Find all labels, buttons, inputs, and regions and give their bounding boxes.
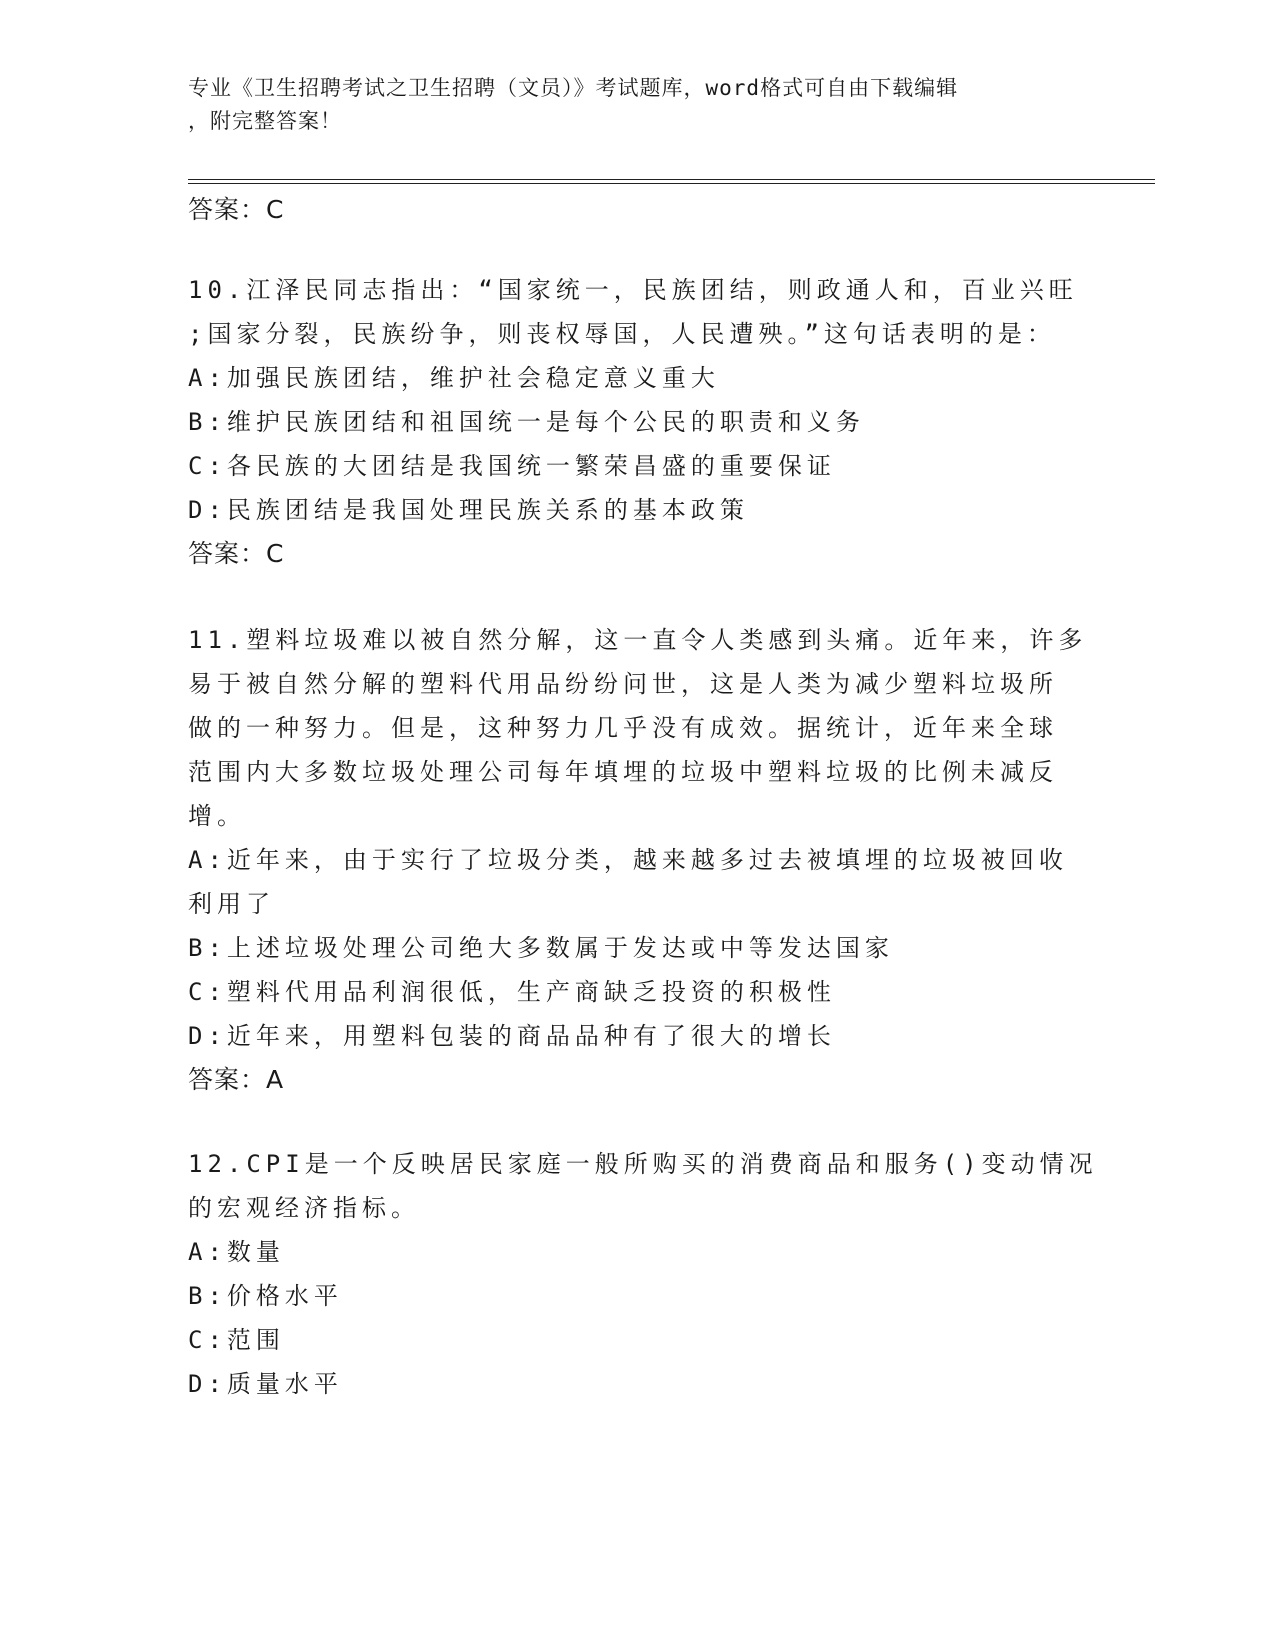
question-11-option-a-line-2: 利用了 <box>188 890 275 918</box>
question-11-option-a-line-1: A:近年来，由于实行了垃圾分类，越来越多过去被填埋的垃圾被回收 <box>188 846 1068 874</box>
question-12-option-a: A:数量 <box>188 1238 285 1266</box>
question-12-stem-line-2: 的宏观经济指标。 <box>188 1194 420 1222</box>
question-10-answer: 答案：C <box>188 539 285 568</box>
question-10-option-c: C:各民族的大团结是我国统一繁荣昌盛的重要保证 <box>188 452 836 480</box>
question-12-option-b: B:价格水平 <box>188 1282 343 1310</box>
question-10-option-a: A:加强民族团结，维护社会稳定意义重大 <box>188 364 720 392</box>
header-line-1: 专业《卫生招聘考试之卫生招聘（文员）》考试题库，word格式可自由下载编辑 <box>188 76 959 100</box>
question-12-option-c: C:范围 <box>188 1326 285 1354</box>
question-10-stem-line-2: ;国家分裂，民族纷争，则丧权辱国，人民遭殃。”这句话表明的是： <box>188 320 1056 348</box>
question-11-stem-line-2: 易于被自然分解的塑料代用品纷纷问世，这是人类为减少塑料垃圾所 <box>188 670 1058 698</box>
header-divider-top <box>188 179 1155 180</box>
question-10-option-d: D:民族团结是我国处理民族关系的基本政策 <box>188 496 749 524</box>
header-divider-bottom <box>188 183 1155 184</box>
question-11-stem-line-4: 范围内大多数垃圾处理公司每年填埋的垃圾中塑料垃圾的比例未减反 <box>188 758 1058 786</box>
question-11-stem-line-3: 做的一种努力。但是，这种努力几乎没有成效。据统计，近年来全球 <box>188 714 1058 742</box>
question-12-option-d: D:质量水平 <box>188 1370 343 1398</box>
question-10-option-b: B:维护民族团结和祖国统一是每个公民的职责和义务 <box>188 408 865 436</box>
question-11-option-b: B:上述垃圾处理公司绝大多数属于发达或中等发达国家 <box>188 934 894 962</box>
question-11-option-c: C:塑料代用品利润很低，生产商缺乏投资的积极性 <box>188 978 836 1006</box>
question-12-stem-line-1: 12.CPI是一个反映居民家庭一般所购买的消费商品和服务()变动情况 <box>188 1150 1098 1178</box>
question-10-stem-line-1: 10.江泽民同志指出：“国家统一，民族团结，则政通人和，百业兴旺 <box>188 276 1078 304</box>
question-11-stem-line-1: 11.塑料垃圾难以被自然分解，这一直令人类感到头痛。近年来，许多 <box>188 626 1088 654</box>
header-line-2: ，附完整答案！ <box>188 109 342 133</box>
question-11-option-d: D:近年来，用塑料包装的商品品种有了很大的增长 <box>188 1022 836 1050</box>
header-text <box>188 72 1068 138</box>
previous-answer: 答案：C <box>188 195 285 224</box>
question-11-stem-line-5: 增。 <box>188 802 246 830</box>
question-11-answer: 答案：A <box>188 1065 285 1094</box>
